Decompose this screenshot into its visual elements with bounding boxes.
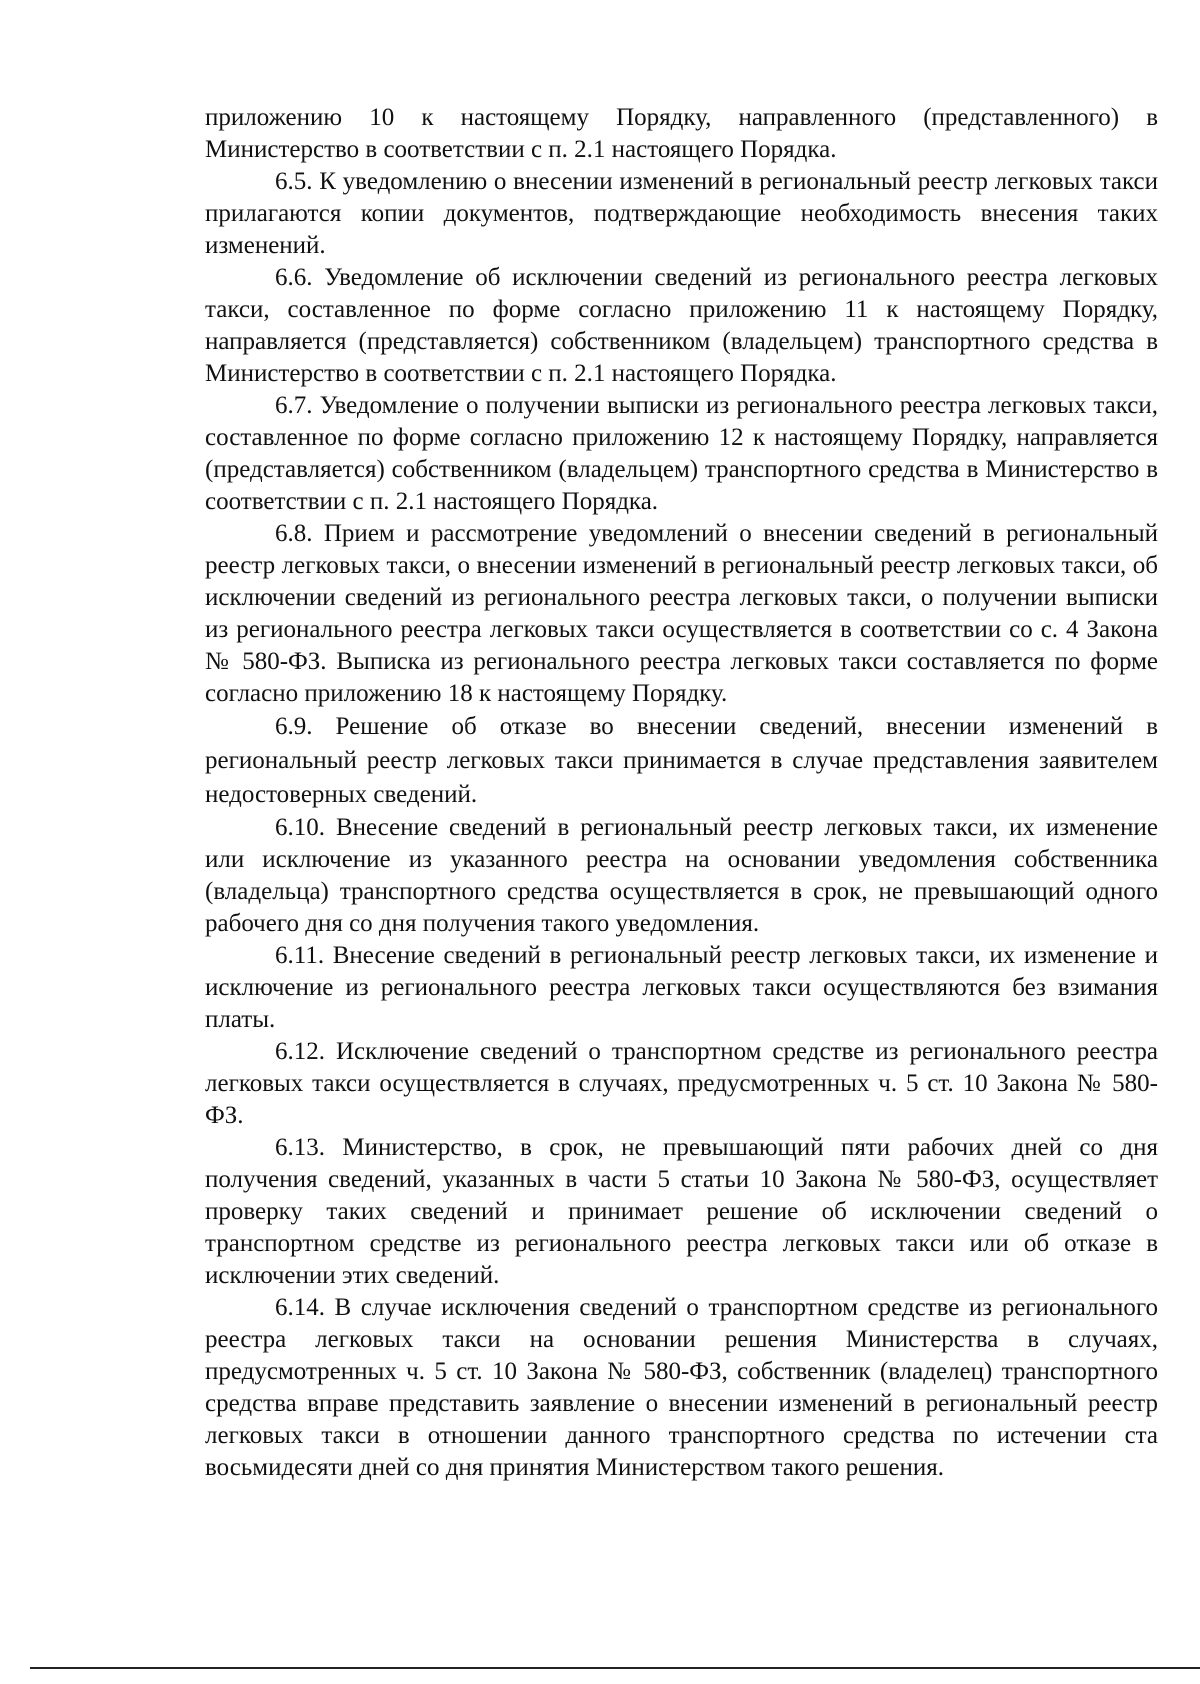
- paragraph-6-6: 6.6. Уведомление об исключении сведений из регионального реестра легковых такси, составленное по форме согласно приложению 11 к настоящему Порядку, направляется (представляется) собственником (владельцем) транспортного средства в Министерство в соответствии с п. 2.1 настоящего Порядка.: [205, 264, 1158, 387]
- paragraph-6-5: 6.5. К уведомлению о внесении изменений в региональный реестр легковых такси прилагаются копии документов, подтверждающие необходимость внесения таких изменений.: [205, 168, 1158, 259]
- paragraph-6-8: 6.8. Прием и рассмотрение уведомлений о внесении сведений в региональный реестр легковых такси, о внесении изменений в региональный реестр легковых такси, об исключении сведений из регионального реестра легковых такси, о получении выписки из регионального реестра легковых такси осуществляется в соответствии со с. 4 Закона № 580-ФЗ. Выписка из регионального реестра легковых такси составляется по форме согласно приложению 18 к настоящему Порядку.: [205, 520, 1158, 707]
- paragraph-6-9: 6.9. Решение об отказе во внесении сведений, внесении изменений в региональный реестр легковых такси принимается в случае представления заявителем недостоверных сведений.: [205, 713, 1158, 808]
- paragraph-6-13: 6.13. Министерство, в срок, не превышающий пяти рабочих дней со дня получения сведений, указанных в части 5 статьи 10 Закона № 580-ФЗ, осуществляет проверку таких сведений и принимает решение об исключении сведений о транспортном средстве из регионального реестра легковых такси или об отказе в исключении этих сведений.: [205, 1134, 1158, 1289]
- paragraph-6-12: 6.12. Исключение сведений о транспортном средстве из регионального реестра легковых такси осуществляется в случаях, предусмотренных ч. 5 ст. 10 Закона № 580-ФЗ.: [205, 1038, 1158, 1129]
- paragraph-6-10: 6.10. Внесение сведений в региональный реестр легковых такси, их изменение или исключение из указанного реестра на основании уведомления собственника (владельца) транспортного средства осуществляется в срок, не превышающий одного рабочего дня со дня получения такого уведомления.: [205, 814, 1158, 937]
- paragraph-6-7: 6.7. Уведомление о получении выписки из регионального реестра легковых такси, составленное по форме согласно приложению 12 к настоящему Порядку, направляется (представляется) собственником (владельцем) транспортного средства в Министерство в соответствии с п. 2.1 настоящего Порядка.: [205, 392, 1158, 515]
- paragraph-6-11: 6.11. Внесение сведений в региональный реестр легковых такси, их изменение и исключение из регионального реестра легковых такси осуществляются без взимания платы.: [205, 942, 1158, 1033]
- paragraph-6-14: 6.14. В случае исключения сведений о транспортном средстве из регионального реестра легковых такси на основании решения Министерства в случаях, предусмотренных ч. 5 ст. 10 Закона № 580-ФЗ, собственник (владелец) транспортного средства вправе представить заявление о внесении изменений в региональный реестр легковых такси в отношении данного транспортного средства по истечении ста восьмидесяти дней со дня принятия Министерством такого решения.: [205, 1294, 1158, 1481]
- footer-rule: [30, 1667, 1200, 1669]
- document-body: [205, 102, 1158, 1484]
- paragraph-continuation: приложению 10 к настоящему Порядку, направленного (представленного) в Министерство в соответствии с п. 2.1 настоящего Порядка.: [205, 104, 1158, 163]
